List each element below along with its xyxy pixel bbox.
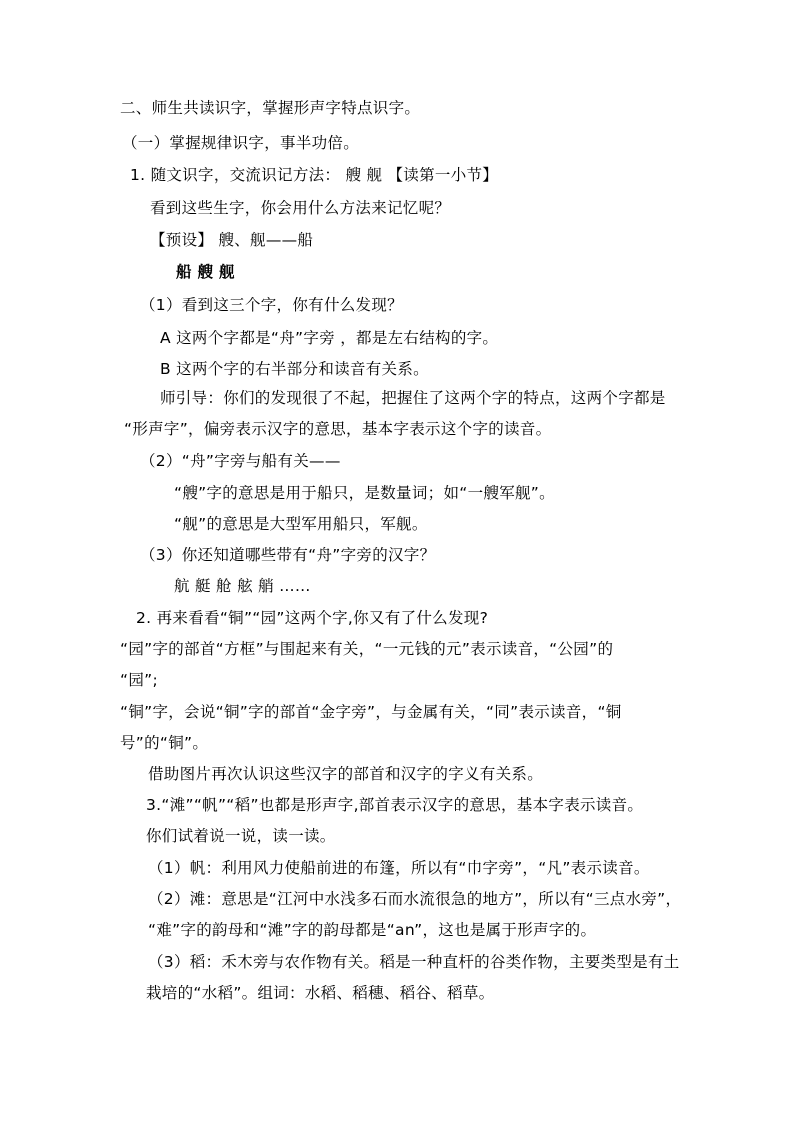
preset-line: 【预设】 艘、舰——船	[150, 231, 314, 249]
dao-explanation: （3）稻：禾木旁与农作物有关。稻是一种直杆的谷类作物，主要类型是有土	[148, 953, 680, 971]
subsection-heading: （一）掌握规律识字，事半功倍。	[122, 134, 360, 152]
answer-b: B 这两个字的右半部分和读音有关系。	[160, 360, 429, 378]
character-row: 船 艘 舰	[176, 263, 235, 281]
tong-explanation: “铜”字，会说“铜”字的部首“金字旁”，与金属有关，“同”表示读音，“铜	[120, 703, 622, 721]
sou-meaning: “艘”字的意思是用于船只，是数量词；如“一艘军舰”。	[174, 484, 555, 502]
jian-meaning: “舰”的意思是大型军用船只，军舰。	[174, 515, 428, 533]
item-1-heading: 1. 随文识字，交流识记方法： 艘 舰 【读第一小节】	[130, 166, 499, 184]
question-2: （2）“舟”字旁与船有关——	[140, 452, 341, 470]
item-2-heading: 2. 再来看看“铜”“园”这两个字,你又有了什么发现?	[136, 609, 489, 627]
question-3: （3）你还知道哪些带有“舟”字旁的汉字？	[140, 546, 436, 564]
teacher-guide-line-2: “形声字”，偏旁表示汉字的意思，基本字表示这个字的读音。	[124, 420, 552, 438]
picture-note: 借助图片再次认识这些汉字的部首和汉字的字义有关系。	[148, 765, 544, 783]
character-examples: 航 艇 舱 舷 艄 ……	[174, 577, 311, 595]
tan-explanation-cont: “难”字的韵母和“滩”字的韵母都是“an”，这也是属于形声字的。	[148, 921, 597, 939]
item-3-heading: 3.“滩”“帆”“稻”也都是形声字,部首表示汉字的意思，基本字表示读音。	[146, 796, 644, 814]
dao-explanation-cont: 栽培的“水稻”。组词：水稻、稻穗、稻谷、稻草。	[146, 984, 495, 1002]
try-reading: 你们试着说一说，读一读。	[146, 827, 336, 845]
teacher-guide-line: 师引导：你们的发现很了不起，把握住了这两个字的特点，这两个字都是	[160, 389, 666, 407]
paragraph-line: 看到这些生字，你会用什么方法来记忆呢？	[150, 199, 451, 217]
tong-explanation-cont: 号”的“铜”。	[120, 734, 209, 752]
tan-explanation: （2）滩：意思是“江河中水浅多石而水流很急的地方”，所以有“三点水旁”，	[148, 890, 682, 908]
answer-a: A 这两个字都是“舟”字旁 ，都是左右结构的字。	[160, 329, 499, 347]
yuan-explanation: “园”字的部首“方框”与围起来有关，“一元钱的元”表示读音，“公园”的	[120, 640, 614, 658]
section-heading: 二、师生共读识字，掌握形声字特点识字。	[120, 99, 421, 117]
fan-explanation: （1）帆：利用风力使船前进的布篷，所以有“巾字旁”，“凡”表示读音。	[148, 859, 650, 877]
question-1: （1）看到这三个字，你有什么发现？	[140, 296, 403, 314]
yuan-explanation-cont: “园”;	[120, 671, 158, 689]
